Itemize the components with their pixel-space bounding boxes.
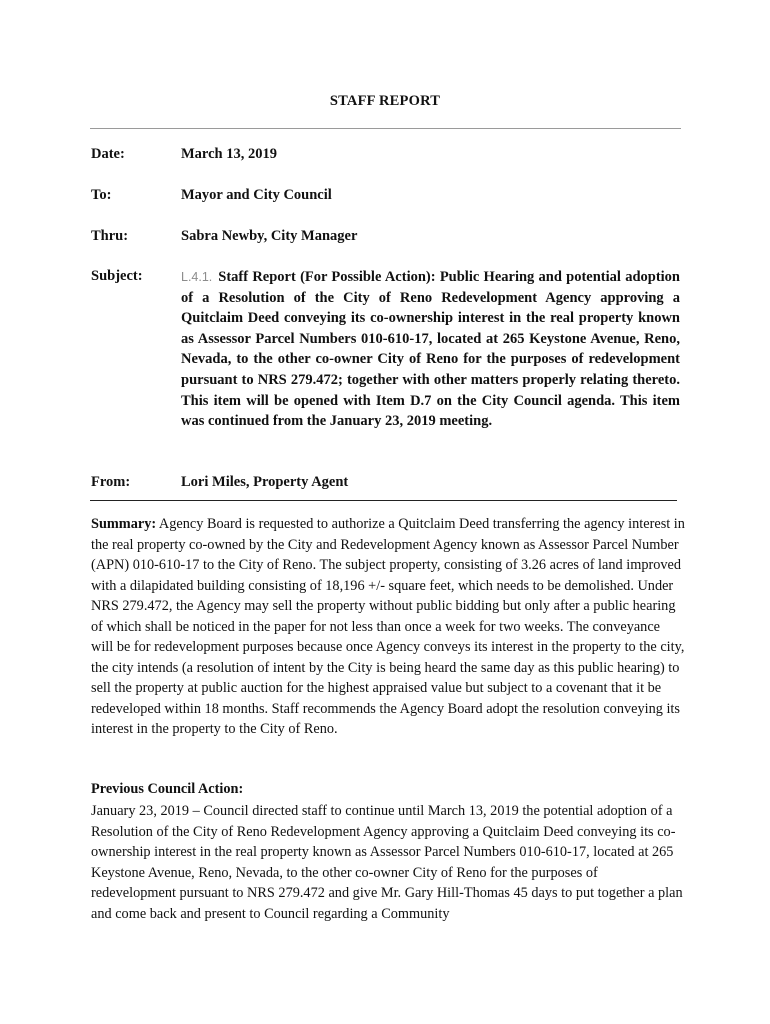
agenda-item-code: L.4.1.	[181, 270, 213, 284]
previous-action-text: January 23, 2019 – Council directed staff to continue until March 13, 2019 the potential adoption of a Resolution of the City of Reno Redevelopment Agency approving a Quitclaim Deed conveying its co-ownership interest in the real property known as Assessor Parcel Numbers 010-610-17, located at 265 Keystone Avenue, Reno, Nevada, to the other co-owner City of Reno for the purposes of redevelopment pursuant to NRS 279.472 and give Mr. Gary Hill-Thomas 45 days to put together a plan and come back and present to Council regarding a Community	[91, 803, 683, 922]
thru-value: Sabra Newby, City Manager	[181, 228, 358, 244]
from-value: Lori Miles, Property Agent	[181, 474, 349, 490]
from-label: From:	[91, 474, 131, 490]
previous-action-heading: Previous Council Action:	[91, 781, 244, 797]
summary-paragraph	[91, 514, 685, 740]
subject-block	[181, 267, 680, 432]
subject-label: Subject:	[91, 268, 143, 284]
thru-label: Thru:	[91, 228, 129, 244]
to-label: To:	[91, 187, 112, 203]
to-value: Mayor and City Council	[181, 187, 332, 203]
summary-text: Agency Board is requested to authorize a Quitclaim Deed transferring the agency interest in the real property co-owned by the City and Redevelopment Agency known as Assessor Parcel Number (APN) 010-610-17 to the City of Reno. The subject property, consisting of 3.26 acres of land improved with a dilapidated building consisting of 18,196 +/- square feet, which needs to be demolished. Under NRS 279.472, the Agency may sell the property without public bidding but only after a public hearing of which shall be noticed in the paper for not less than once a week for two weeks. The conveyance will be for redevelopment purposes because once Agency conveys its interest in the property to the city, the city intends (a resolution of intent by the City is being heard the same day as this public hearing) to sell the property at public auction for the highest appraised value but subject to a covenant that it be redeveloped within 18 months. Staff recommends the Agency Board adopt the resolution conveying its interest in the property to the City of Reno.	[91, 516, 685, 738]
header-divider	[90, 128, 681, 129]
date-label: Date:	[91, 146, 125, 162]
body-divider	[90, 500, 677, 501]
subject-text: Staff Report (For Possible Action): Public Hearing and potential adoption of a Resolution of the City of Reno Redevelopment Agency approving a Quitclaim Deed conveying its co-ownership interest in the real property known as Assessor Parcel Numbers 010-610-17, located at 265 Keystone Avenue, Reno, Nevada, to the other co-owner City of Reno for the purposes of redevelopment pursuant to NRS 279.472; together with other matters properly relating thereto. This item will be opened with Item D.7 on the City Council agenda. This item was continued from the January 23, 2019 meeting.	[181, 269, 680, 430]
date-value: March 13, 2019	[181, 146, 277, 162]
summary-label: Summary:	[91, 516, 157, 532]
report-title: STAFF REPORT	[329, 93, 441, 109]
